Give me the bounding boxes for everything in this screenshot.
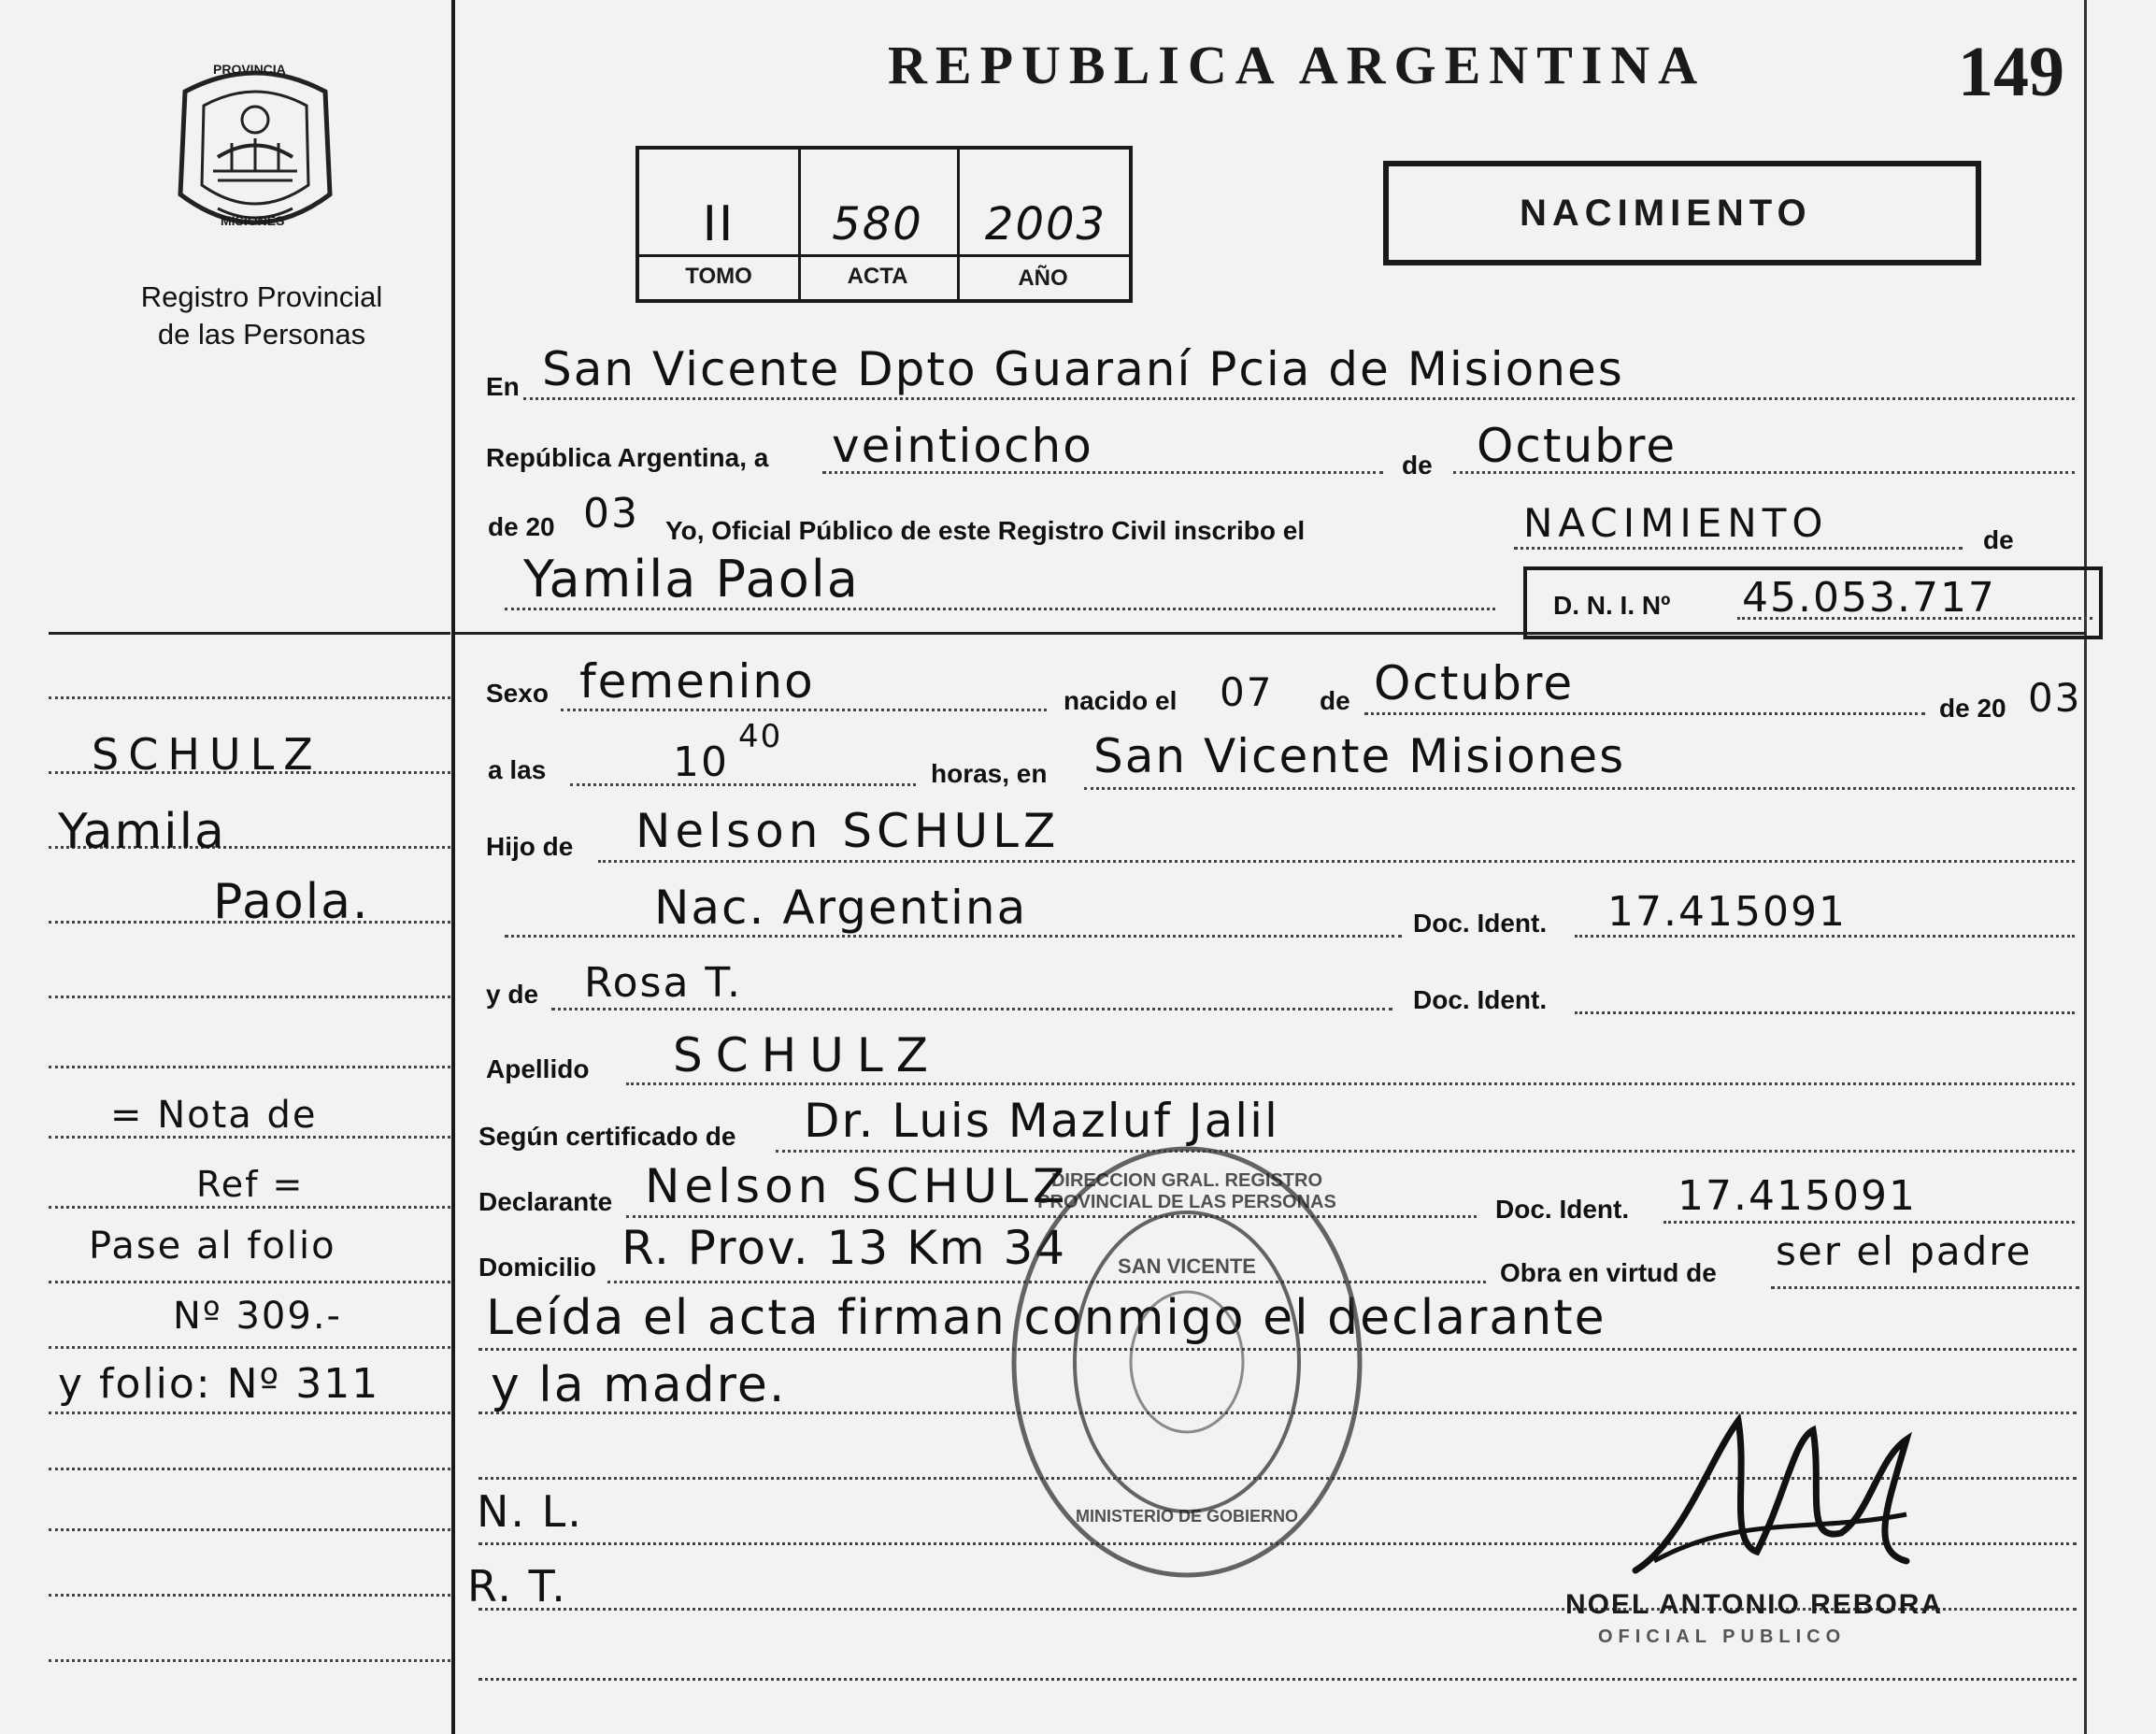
month-value: Octubre bbox=[1477, 419, 1678, 473]
registry-name bbox=[84, 279, 439, 353]
page-divider-right bbox=[2084, 0, 2087, 1734]
act-type-label: NACIMIENTO bbox=[1520, 193, 1812, 234]
tomo-value: II bbox=[702, 196, 735, 252]
en-value: San Vicente Dpto Guaraní Pcia de Misiones bbox=[542, 342, 1624, 396]
apellido-value: SCHULZ bbox=[673, 1028, 941, 1082]
republica-label: República Argentina, a bbox=[486, 443, 769, 472]
inscribo-line bbox=[1514, 547, 1963, 550]
margin-line bbox=[49, 1528, 450, 1531]
father-line bbox=[598, 860, 2075, 863]
act-type-box bbox=[1383, 161, 1981, 265]
nacido-label: nacido el bbox=[1064, 686, 1178, 715]
acta-value: 580 bbox=[832, 198, 923, 251]
en-label: En bbox=[486, 372, 520, 401]
horas-label: horas, en bbox=[931, 759, 1048, 788]
doc-ident-label-2: Doc. Ident. bbox=[1413, 985, 1548, 1014]
margin-line bbox=[49, 1206, 450, 1209]
domicilio-label: Domicilio bbox=[478, 1253, 597, 1282]
record-box-hline bbox=[639, 254, 1129, 257]
ano-value: 2003 bbox=[984, 198, 1107, 251]
sexo-value: femenino bbox=[579, 654, 815, 709]
margin-line bbox=[49, 1346, 450, 1349]
ano-label: AÑO bbox=[1018, 265, 1068, 291]
margin-divider bbox=[49, 632, 450, 635]
yo-text: Yo, Oficial Público de este Registro Civil inscribo el bbox=[665, 516, 1306, 545]
father-value: Nelson SCHULZ bbox=[635, 804, 1061, 858]
declarante-value: Nelson SCHULZ bbox=[645, 1159, 1070, 1213]
birth-year-suffix: 03 bbox=[2028, 675, 2082, 721]
year-suffix: 03 bbox=[583, 490, 639, 537]
hour-line bbox=[570, 783, 916, 786]
place-line bbox=[1084, 787, 2075, 790]
year-prefix: de 20 bbox=[488, 512, 555, 541]
registry-name-line2: de las Personas bbox=[157, 318, 366, 351]
en-line bbox=[523, 397, 2075, 400]
certificado-value: Dr. Luis Mazluf Jalil bbox=[804, 1094, 1279, 1148]
seal-top-text: PROVINCIA bbox=[213, 62, 286, 77]
hijo-label: Hijo de bbox=[486, 832, 574, 861]
sexo-line bbox=[561, 709, 1047, 711]
record-box bbox=[635, 146, 1133, 303]
margin-line bbox=[49, 1468, 450, 1470]
father-nac-line bbox=[505, 935, 1402, 938]
dni-label: D. N. I. Nº bbox=[1553, 591, 1671, 620]
initials-1: N. L. bbox=[477, 1486, 583, 1537]
section-divider bbox=[455, 632, 2086, 635]
doc-ident-label-3: Doc. Ident. bbox=[1495, 1195, 1630, 1224]
margin-note-line3: Pase al folio bbox=[89, 1225, 336, 1268]
obra-line bbox=[1771, 1286, 2079, 1289]
apellido-label: Apellido bbox=[486, 1054, 590, 1083]
sexo-label: Sexo bbox=[486, 679, 549, 708]
country-title: REPUBLICA ARGENTINA bbox=[888, 35, 1706, 95]
acta-label: ACTA bbox=[847, 264, 908, 289]
official-stamp bbox=[1005, 1142, 1369, 1582]
leida-value: Leída el acta firman conmigo el declarante bbox=[486, 1290, 1606, 1346]
birth-day: 07 bbox=[1220, 669, 1274, 715]
birth-month: Octubre bbox=[1374, 656, 1575, 710]
birth-month-line bbox=[1364, 712, 1925, 715]
hour-value: 10 bbox=[673, 738, 729, 786]
father-doc: 17.415091 bbox=[1607, 888, 1847, 936]
stamp-outer-text: DIRECCION GRAL. REGISTRO PROVINCIAL DE LAS PERSONAS bbox=[1037, 1170, 1336, 1212]
de-label: de bbox=[1402, 451, 1433, 480]
dni-box bbox=[1523, 566, 2103, 639]
left-column bbox=[0, 0, 453, 1734]
tomo-label: TOMO bbox=[685, 264, 752, 289]
declarante-label: Declarante bbox=[478, 1187, 613, 1216]
stamp-inner-text: SAN VICENTE bbox=[1118, 1254, 1256, 1278]
declarante-doc: 17.415091 bbox=[1678, 1172, 1917, 1220]
blank-line bbox=[478, 1678, 2077, 1681]
margin-given-name-1: Yamila bbox=[58, 804, 226, 860]
seal-bottom-text: MISIONES bbox=[221, 213, 285, 228]
a-las-label: a las bbox=[488, 755, 547, 784]
official-signature bbox=[1626, 1402, 1925, 1589]
de-label-3: de bbox=[1320, 686, 1350, 715]
domicilio-value: R. Prov. 13 Km 34 bbox=[621, 1221, 1067, 1275]
inscribo-value: NACIMIENTO bbox=[1523, 500, 1829, 546]
leida-cont: y la madre. bbox=[491, 1357, 787, 1413]
margin-line bbox=[49, 1659, 450, 1662]
apellido-line bbox=[626, 1082, 2075, 1085]
doc-ident-label: Doc. Ident. bbox=[1413, 909, 1548, 938]
stamp-ministry-text: MINISTERIO DE GOBIERNO bbox=[1075, 1507, 1299, 1526]
signature-title: OFICIAL PUBLICO bbox=[1598, 1627, 1847, 1647]
minute-value: 40 bbox=[738, 718, 783, 755]
margin-note-line2: Ref = bbox=[196, 1164, 305, 1205]
mother-doc-line bbox=[1575, 1011, 2075, 1014]
place-value: San Vicente Misiones bbox=[1093, 729, 1626, 783]
margin-line bbox=[49, 1281, 450, 1283]
dni-value: 45.053.717 bbox=[1742, 574, 1996, 622]
margin-line bbox=[49, 996, 450, 998]
y-de-label: y de bbox=[486, 980, 539, 1009]
margin-line bbox=[49, 1594, 450, 1597]
declarante-doc-line bbox=[1663, 1221, 2075, 1224]
obra-value: ser el padre bbox=[1776, 1228, 2033, 1274]
margin-line bbox=[49, 696, 450, 699]
obra-label: Obra en virtud de bbox=[1500, 1258, 1717, 1287]
margin-line bbox=[49, 1066, 450, 1068]
margin-given-name-2: Paola. bbox=[213, 874, 370, 930]
margin-note-line4: Nº 309.- bbox=[173, 1295, 342, 1338]
certificado-line bbox=[776, 1150, 2075, 1153]
margin-note-line1: = Nota de bbox=[110, 1094, 318, 1137]
name-value: Yamila Paola bbox=[523, 550, 860, 609]
page-number: 149 bbox=[1958, 33, 2064, 111]
margin-note-line5: y folio: Nº 311 bbox=[58, 1360, 380, 1408]
day-value: veintiocho bbox=[832, 419, 1093, 473]
margin-line bbox=[49, 1412, 450, 1414]
mother-line bbox=[551, 1008, 1392, 1010]
page-divider bbox=[451, 0, 455, 1734]
mother-value: Rosa T. bbox=[584, 959, 743, 1007]
segun-label: Según certificado de bbox=[478, 1122, 736, 1151]
de-label-2: de bbox=[1983, 525, 2014, 554]
initials-2: R. T. bbox=[467, 1561, 567, 1612]
margin-surname: SCHULZ bbox=[92, 729, 322, 780]
father-nac: Nac. Argentina bbox=[654, 881, 1028, 935]
signature-name: NOEL ANTONIO REBORA bbox=[1565, 1589, 1944, 1620]
birth-year-prefix: de 20 bbox=[1939, 694, 2006, 723]
registry-name-line1: Registro Provincial bbox=[140, 280, 383, 313]
